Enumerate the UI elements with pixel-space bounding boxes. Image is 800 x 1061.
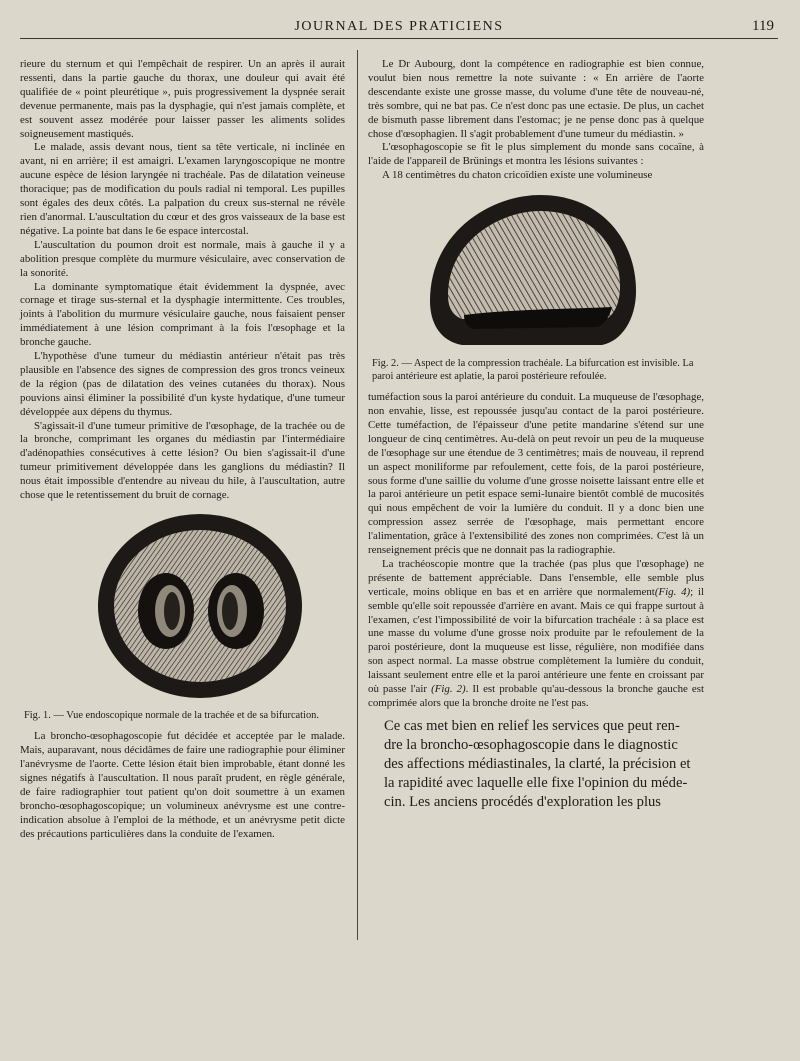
paragraph-text: . Il est probable qu'au-dessous la bronche gauche est comprimée alors que la bronche droite ne l'est pas.	[368, 683, 704, 709]
paragraph-text: ; il semble qu'elle soit repoussée d'arrière en avant. Mais ce qui frappe surtout à l'examen, c'est l'impossibilité de voir la bifurcation trachéale : à sa place est une masse du volume d'une grosse noix produite par le refoulement de la paroi postérieure, dont la muqueuse est lisse, régulière, non modifiée dans son aspect normal. La masse obstrue complètement la lumière du conduit, laissant seulement entre elle et la paroi antérieure une fente en croissant par où passe l'air	[368, 585, 704, 696]
column-divider	[357, 50, 358, 940]
left-column	[20, 58, 345, 842]
paragraph: S'agissait-il d'une tumeur primitive de l'œsophage, de la trachée ou de la bronche, comprimant les organes du médiastin par l'intermédiaire d'adénopathies consécutives à cette lésion? Ou bien s'agissait-il d'une tumeur primitivement développée dans les ganglions du médiastin? Il nous était impossible d'entendre au niveau du hile, à l'auscultation, autre chose que le retentissement du bruit de cornage.	[20, 419, 345, 502]
running-header	[20, 16, 778, 39]
closing-line: la rapidité avec laquelle elle fixe l'opinion du méde-	[384, 774, 688, 791]
figure-reference: (Fig. 4)	[654, 585, 691, 598]
figure-reference: (Fig. 2)	[431, 683, 466, 696]
figure-1	[20, 511, 345, 706]
paragraph: rieure du sternum et qui l'empêchait de respirer. Un an après il aurait ressenti, dans la partie gauche du thorax, une douleur qui avait été qualifiée de « point pleurétique », puis progressivement la dyspnée serait devenue permanente, mais pas la dysphagie, qui n'est jamais complète, et est souvent assez modérée pour laisser passer les aliments solides soigneusement mastiqués.	[20, 58, 345, 140]
right-column	[368, 58, 704, 812]
closing-line: des affections médiastinales, la clarté, la précision et	[384, 755, 691, 772]
paragraph: L'auscultation du poumon droit est normale, mais à gauche il y a abolition presque complète du murmure vésiculaire, avec conservation de la sonorité.	[20, 238, 345, 279]
figure-2-caption: Fig. 2. — Aspect de la compression trachéale. La bifurcation est invisible. La paroi antérieure est aplatie, la paroi postérieure refoulée.	[372, 358, 694, 382]
paragraph: La dominante symptomatique était évidemment la dyspnée, avec cornage et tirage sus-sternal et la dysphagie intermittente. Ces troubles, joints à l'abolition du murmure vésiculaire gauche, nous faisaient penser immédiatement à une lésion comprimant à la fois l'œsophage et la bronche gauche.	[20, 280, 345, 349]
figure-1-illustration	[94, 511, 306, 701]
paragraph: Le malade, assis devant nous, tient sa tête verticale, ni inclinée en avant, ni en arrière; il est amaigri. L'examen laryngoscopique ne montre aucune espèce de lésion laryngée ni trachéale. Pas de dilatation veineuse thoracique; pas de modification du pouls radial ni temporal. Les pupilles sont égales des deux côtés. La palpation du creux sus-sternal ne révèle rien d'anormal. L'auscultation du cœur et des gros vaisseaux de la base est négative. La pointe bat dans le 6e espace intercostal.	[20, 141, 345, 237]
paragraph: Le Dr Aubourg, dont la compétence en radiographie est bien connue, voulut bien nous remettre la note suivante : « En arrière de l'aorte descendante existe une grosse masse, du volume d'une tête de nouveau-né, très sombre, qui ne bat pas. Ce n'est donc pas une ectasie. De plus, un cachet de bismuth passe librement dans l'estomac; je ne pense donc pas à quelque chose d'œsophagien. Il s'agit probablement d'une tumeur du médiastin. »	[368, 58, 704, 140]
closing-line: Ce cas met bien en relief les services que peut ren-	[384, 717, 680, 734]
journal-title: JOURNAL DES PRATICIENS	[294, 19, 504, 34]
closing-paragraph	[368, 717, 704, 812]
figure-2-illustration	[422, 191, 644, 349]
closing-line: cin. Les anciens procédés d'exploration les plus	[384, 793, 661, 810]
figure-2	[368, 191, 704, 354]
paragraph: La broncho-œsophagoscopie fut décidée et acceptée par le malade. Mais, auparavant, nous décidâmes de faire une radiographie pour éliminer l'anévrysme de l'aorte. Cette lésion était bien improbable, étant donné les signes négatifs à l'auscultation. Il nous paraît prudent, en règle générale, de faire radiographier tout patient qu'on doit soumettre à un examen broncho-œsophagoscopique; un volumineux anévrysme est une contre-indication absolue à l'emploi de la méthode, et un anévrysme petit dicte des précautions particulières dans la conduite de l'examen.	[20, 730, 345, 840]
paragraph-text: La trachéoscopie montre que la trachée (pas plus que l'œsophage) ne présente de battement appréciable. Dans l'ensemble, elle semble plus verticale, moins oblique en bas et en arrière que normalement	[368, 557, 704, 598]
paragraph: L'œsophagoscopie se fit le plus simplement du monde sans cocaïne, à l'aide de l'appareil de Brünings et montra les lésions suivantes :	[368, 141, 704, 168]
paragraph	[368, 558, 704, 711]
figure-1-caption: Fig. 1. — Vue endoscopique normale de la trachée et de sa bifurcation.	[24, 709, 319, 721]
page-number: 119	[752, 18, 774, 34]
paragraph: L'hypothèse d'une tumeur du médiastin antérieur n'était pas très plausible en l'absence des signes de compression des gros troncs veineux de la région (pas de dilatation des veines cutanées du thorax). Nous pouvions ainsi éliminer la possibilité d'un kyste hydatique, d'une tumeur développée aux dépens du thymus.	[20, 350, 345, 418]
paragraph: tuméfaction sous la paroi antérieure du conduit. La muqueuse de l'œsophage, non envahie, lisse, est repoussée jusqu'au contact de la paroi postérieure. Cette tuméfaction, de l'épaisseur d'une petite mandarine s'étend sur une longueur de cinq centimètres. Au-delà on peut revoir un peu de la muqueuse de l'œsophage sur une étendue de 3 centimètres; mais de nouveau, il reprend un aspect moniliforme par refoulement, cette fois, de la paroi postérieure, sous forme d'une saillie du volume d'une grosse noisette laissant entre elle et la paroi antérieure un petit espace semi-lunaire bientôt comblé de mucosités qui nous empêchent de voir la lumière du conduit. Il y a donc bien une compression assez serrée de l'œsophage, mais permettant encore l'alimentation, grâce à l'extensibilité des zones non comprimées. C'est là un renseignement précis que ne donnait pas la radiographie.	[368, 391, 704, 557]
paragraph: A 18 centimètres du chaton cricoïdien existe une volumineuse	[382, 169, 653, 182]
closing-line: dre la broncho-œsophagoscopie dans le diagnostic	[384, 736, 678, 753]
